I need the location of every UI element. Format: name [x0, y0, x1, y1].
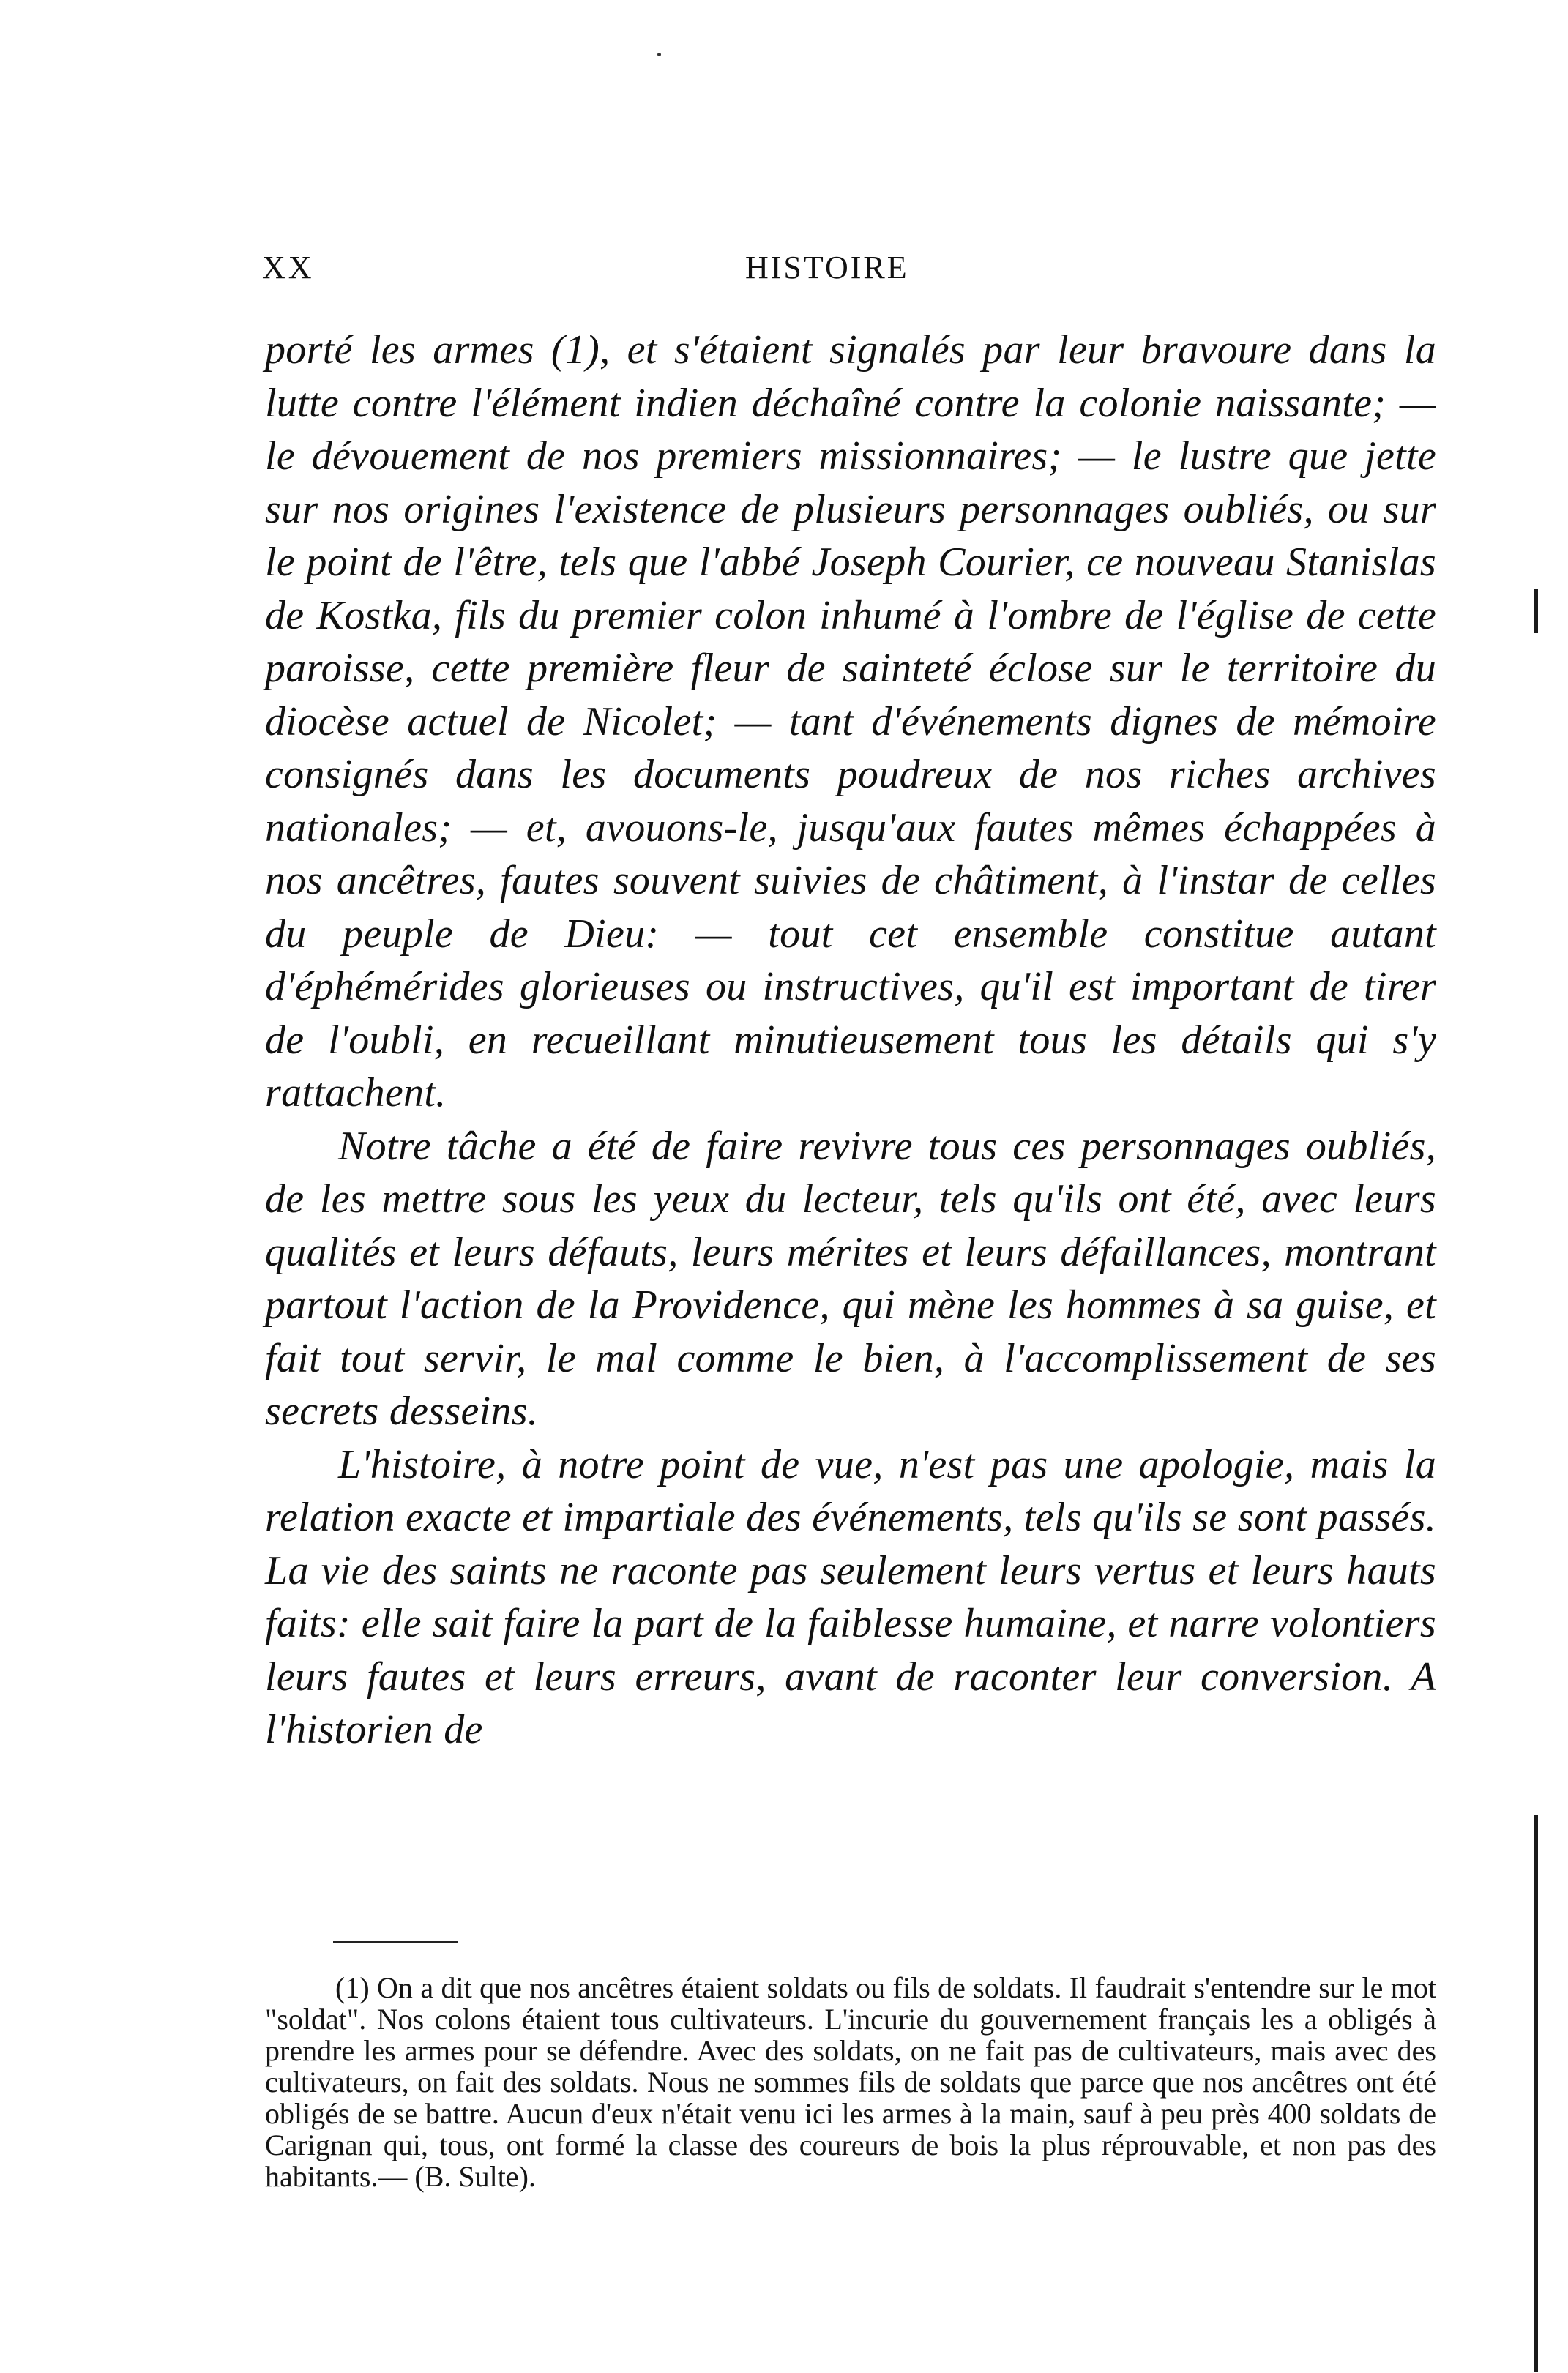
body-text — [265, 324, 1436, 1757]
footnote — [265, 1972, 1436, 2192]
footnote-separator — [333, 1941, 458, 1943]
page-header — [262, 249, 1433, 293]
paragraph-1: porté les armes (1), et s'étaient signalés par leur bravoure dans la lutte contre l'élément indien déchaîné contre la colonie naissante; — le dévouement de nos premiers missionnaires; — le lustre que jette sur nos origines l'existence de plusieurs personnages oubliés, ou sur le point de l'être, tels que l'abbé Joseph Courier, ce nouveau Stanislas de Kostka, fils du premier colon inhumé à l'ombre de l'église de cette paroisse, cette première fleur de sainteté éclose sur le territoire du diocèse actuel de Nicolet; — tant d'événements dignes de mémoire consignés dans les documents poudreux de nos riches archives nationales; — et, avouons-le, jusqu'aux fautes mêmes échappées à nos ancêtres, fautes souvent suivies de châtiment, à l'instar de celles du peuple de Dieu: — tout cet ensemble constitue autant d'éphémérides glorieuses ou instructives, qu'il est important de tirer de l'oubli, en recueillant minutieusement tous les détails qui s'y rattachent. — [265, 327, 1436, 1116]
page-number: XX — [262, 250, 315, 285]
paragraph-2: Notre tâche a été de faire revivre tous ces personnages oubliés, de les mettre sous les yeux du lecteur, tels qu'ils ont été, avec leurs qualités et leurs défauts, leurs mérites et leurs défaillances, montrant partout l'action de la Providence, qui mène les hommes à sa guise, et fait tout servir, le mal comme le bien, à l'accomplissement de ses secrets desseins. — [265, 1123, 1436, 1434]
running-title: HISTOIRE — [745, 250, 909, 285]
ink-speck — [657, 53, 661, 56]
paragraph-3: L'histoire, à notre point de vue, n'est pas une apologie, mais la relation exacte et impartiale des événements, tels qu'ils se sont passés. La vie des saints ne raconte pas seulement leurs vertus et leurs hauts faits: elle sait faire la part de la faiblesse humaine, et narre volontiers leurs fautes et leurs erreurs, avant de raconter leur conversion. A l'historien de — [265, 1441, 1436, 1752]
footnote-text: (1) On a dit que nos ancêtres étaient soldats ou fils de soldats. Il faudrait s'entendre sur le mot "soldat". Nos colons étaient tous cultivateurs. L'incurie du gouvernement français les a obligés à prendre les armes pour se défendre. Avec des soldats, on ne fait pas de cultivateurs, mais avec des cultivateurs, on fait des soldats. Nous ne sommes fils de soldats que parce que nos ancêtres ont été obligés de se battre. Aucun d'eux n'était venu ici les armes à la main, sauf à peu près 400 soldats de Carignan qui, tous, ont formé la classe des coureurs de bois la plus réprouvable, et non pas des habitants.— (B. Sulte). — [265, 1971, 1436, 2193]
scan-edge-line — [1534, 1815, 1538, 2372]
scan-edge-mark — [1534, 589, 1538, 633]
